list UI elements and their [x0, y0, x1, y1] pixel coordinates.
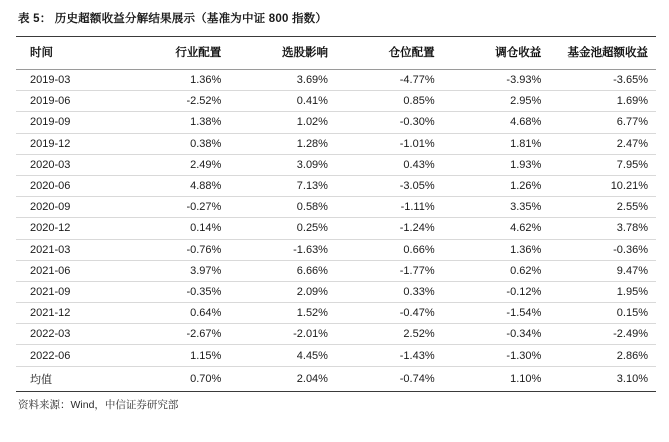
cell-time: 2019-12 [16, 133, 123, 154]
cell-position-allocation: 0.43% [336, 154, 443, 175]
table-body [16, 70, 656, 392]
cell-stock-selection: 7.13% [229, 175, 336, 196]
cell-stock-selection: 3.69% [229, 70, 336, 91]
cell-time: 2020-09 [16, 197, 123, 218]
cell-time: 2022-03 [16, 324, 123, 345]
cell-industry-allocation: 4.88% [123, 175, 230, 196]
table-source-note: 资料来源：Wind，中信证券研究部 [18, 398, 179, 411]
cell-position-allocation: -1.24% [336, 218, 443, 239]
cell-stock-selection: 3.09% [229, 154, 336, 175]
cell-fund-pool-excess-return: -2.49% [549, 324, 656, 345]
cell-stock-selection: 4.45% [229, 345, 336, 366]
table-row [16, 197, 656, 218]
cell-position-allocation: -4.77% [336, 70, 443, 91]
cell-rebalance-return: -1.54% [443, 303, 550, 324]
cell-time: 2021-06 [16, 260, 123, 281]
cell-position-allocation: 0.85% [336, 91, 443, 112]
cell-position-allocation: -3.05% [336, 175, 443, 196]
cell-time: 2019-06 [16, 91, 123, 112]
cell-industry-allocation: -2.52% [123, 91, 230, 112]
cell-industry-allocation: 0.64% [123, 303, 230, 324]
cell-industry-allocation: 0.70% [123, 366, 230, 391]
cell-stock-selection: 0.41% [229, 91, 336, 112]
cell-time: 2021-03 [16, 239, 123, 260]
cell-industry-allocation: 2.49% [123, 154, 230, 175]
cell-industry-allocation: 1.15% [123, 345, 230, 366]
cell-fund-pool-excess-return: 2.47% [549, 133, 656, 154]
cell-rebalance-return: 4.62% [443, 218, 550, 239]
cell-position-allocation: -0.47% [336, 303, 443, 324]
cell-rebalance-return: 0.62% [443, 260, 550, 281]
cell-industry-allocation: 0.38% [123, 133, 230, 154]
table-row [16, 154, 656, 175]
table-caption: 表 5： 历史超额收益分解结果展示（基准为中证 800 指数） [18, 13, 328, 25]
cell-time: 2021-12 [16, 303, 123, 324]
cell-time: 均值 [16, 366, 123, 391]
table-row [16, 345, 656, 366]
cell-stock-selection: 2.04% [229, 366, 336, 391]
cell-fund-pool-excess-return: 2.55% [549, 197, 656, 218]
cell-time: 2022-06 [16, 345, 123, 366]
cell-rebalance-return: -0.34% [443, 324, 550, 345]
cell-rebalance-return: 3.35% [443, 197, 550, 218]
cell-fund-pool-excess-return: 1.95% [549, 281, 656, 302]
cell-time: 2019-03 [16, 70, 123, 91]
cell-stock-selection: 1.52% [229, 303, 336, 324]
cell-rebalance-return: -1.30% [443, 345, 550, 366]
cell-fund-pool-excess-return: 3.10% [549, 366, 656, 391]
cell-stock-selection: 6.66% [229, 260, 336, 281]
cell-time: 2019-09 [16, 112, 123, 133]
table-row [16, 91, 656, 112]
cell-stock-selection: -2.01% [229, 324, 336, 345]
cell-time: 2020-06 [16, 175, 123, 196]
cell-industry-allocation: 1.36% [123, 70, 230, 91]
cell-fund-pool-excess-return: 9.47% [549, 260, 656, 281]
cell-stock-selection: 0.58% [229, 197, 336, 218]
table-header [16, 37, 656, 70]
cell-position-allocation: -1.11% [336, 197, 443, 218]
cell-time: 2020-12 [16, 218, 123, 239]
cell-industry-allocation: 0.14% [123, 218, 230, 239]
cell-rebalance-return: 1.93% [443, 154, 550, 175]
cell-rebalance-return: 1.81% [443, 133, 550, 154]
excess-return-decomposition-table [16, 36, 656, 392]
table-row-average [16, 366, 656, 391]
cell-rebalance-return: 1.26% [443, 175, 550, 196]
cell-fund-pool-excess-return: -3.65% [549, 70, 656, 91]
cell-stock-selection: 0.25% [229, 218, 336, 239]
cell-time: 2021-09 [16, 281, 123, 302]
cell-time: 2020-03 [16, 154, 123, 175]
cell-rebalance-return: 1.10% [443, 366, 550, 391]
cell-rebalance-return: 4.68% [443, 112, 550, 133]
cell-position-allocation: -1.43% [336, 345, 443, 366]
page-bottom-clip [0, 436, 669, 442]
cell-position-allocation: 2.52% [336, 324, 443, 345]
cell-stock-selection: 1.28% [229, 133, 336, 154]
cell-stock-selection: -1.63% [229, 239, 336, 260]
column-header-position-allocation: 仓位配置 [336, 37, 443, 70]
cell-industry-allocation: -2.67% [123, 324, 230, 345]
table-row [16, 218, 656, 239]
cell-fund-pool-excess-return: -0.36% [549, 239, 656, 260]
column-header-industry-allocation: 行业配置 [123, 37, 230, 70]
column-header-fund-pool-excess-return: 基金池超额收益 [549, 37, 656, 70]
cell-fund-pool-excess-return: 1.69% [549, 91, 656, 112]
table-row [16, 260, 656, 281]
cell-fund-pool-excess-return: 2.86% [549, 345, 656, 366]
column-header-stock-selection: 选股影响 [229, 37, 336, 70]
cell-rebalance-return: 2.95% [443, 91, 550, 112]
table-header-row [16, 37, 656, 70]
cell-position-allocation: -0.30% [336, 112, 443, 133]
cell-fund-pool-excess-return: 3.78% [549, 218, 656, 239]
cell-industry-allocation: -0.27% [123, 197, 230, 218]
cell-rebalance-return: -3.93% [443, 70, 550, 91]
cell-position-allocation: -1.77% [336, 260, 443, 281]
column-header-time: 时间 [16, 37, 123, 70]
table-row [16, 175, 656, 196]
cell-position-allocation: -1.01% [336, 133, 443, 154]
table-row [16, 70, 656, 91]
table-row [16, 324, 656, 345]
cell-fund-pool-excess-return: 0.15% [549, 303, 656, 324]
table-row [16, 303, 656, 324]
cell-industry-allocation: 1.38% [123, 112, 230, 133]
cell-position-allocation: -0.74% [336, 366, 443, 391]
cell-fund-pool-excess-return: 6.77% [549, 112, 656, 133]
cell-rebalance-return: 1.36% [443, 239, 550, 260]
cell-fund-pool-excess-return: 10.21% [549, 175, 656, 196]
column-header-rebalance-return: 调仓收益 [443, 37, 550, 70]
cell-stock-selection: 1.02% [229, 112, 336, 133]
table-row [16, 112, 656, 133]
table-row [16, 281, 656, 302]
cell-industry-allocation: 3.97% [123, 260, 230, 281]
cell-position-allocation: 0.66% [336, 239, 443, 260]
cell-rebalance-return: -0.12% [443, 281, 550, 302]
table-row [16, 239, 656, 260]
table-row [16, 133, 656, 154]
cell-stock-selection: 2.09% [229, 281, 336, 302]
cell-position-allocation: 0.33% [336, 281, 443, 302]
cell-industry-allocation: -0.76% [123, 239, 230, 260]
cell-industry-allocation: -0.35% [123, 281, 230, 302]
cell-fund-pool-excess-return: 7.95% [549, 154, 656, 175]
